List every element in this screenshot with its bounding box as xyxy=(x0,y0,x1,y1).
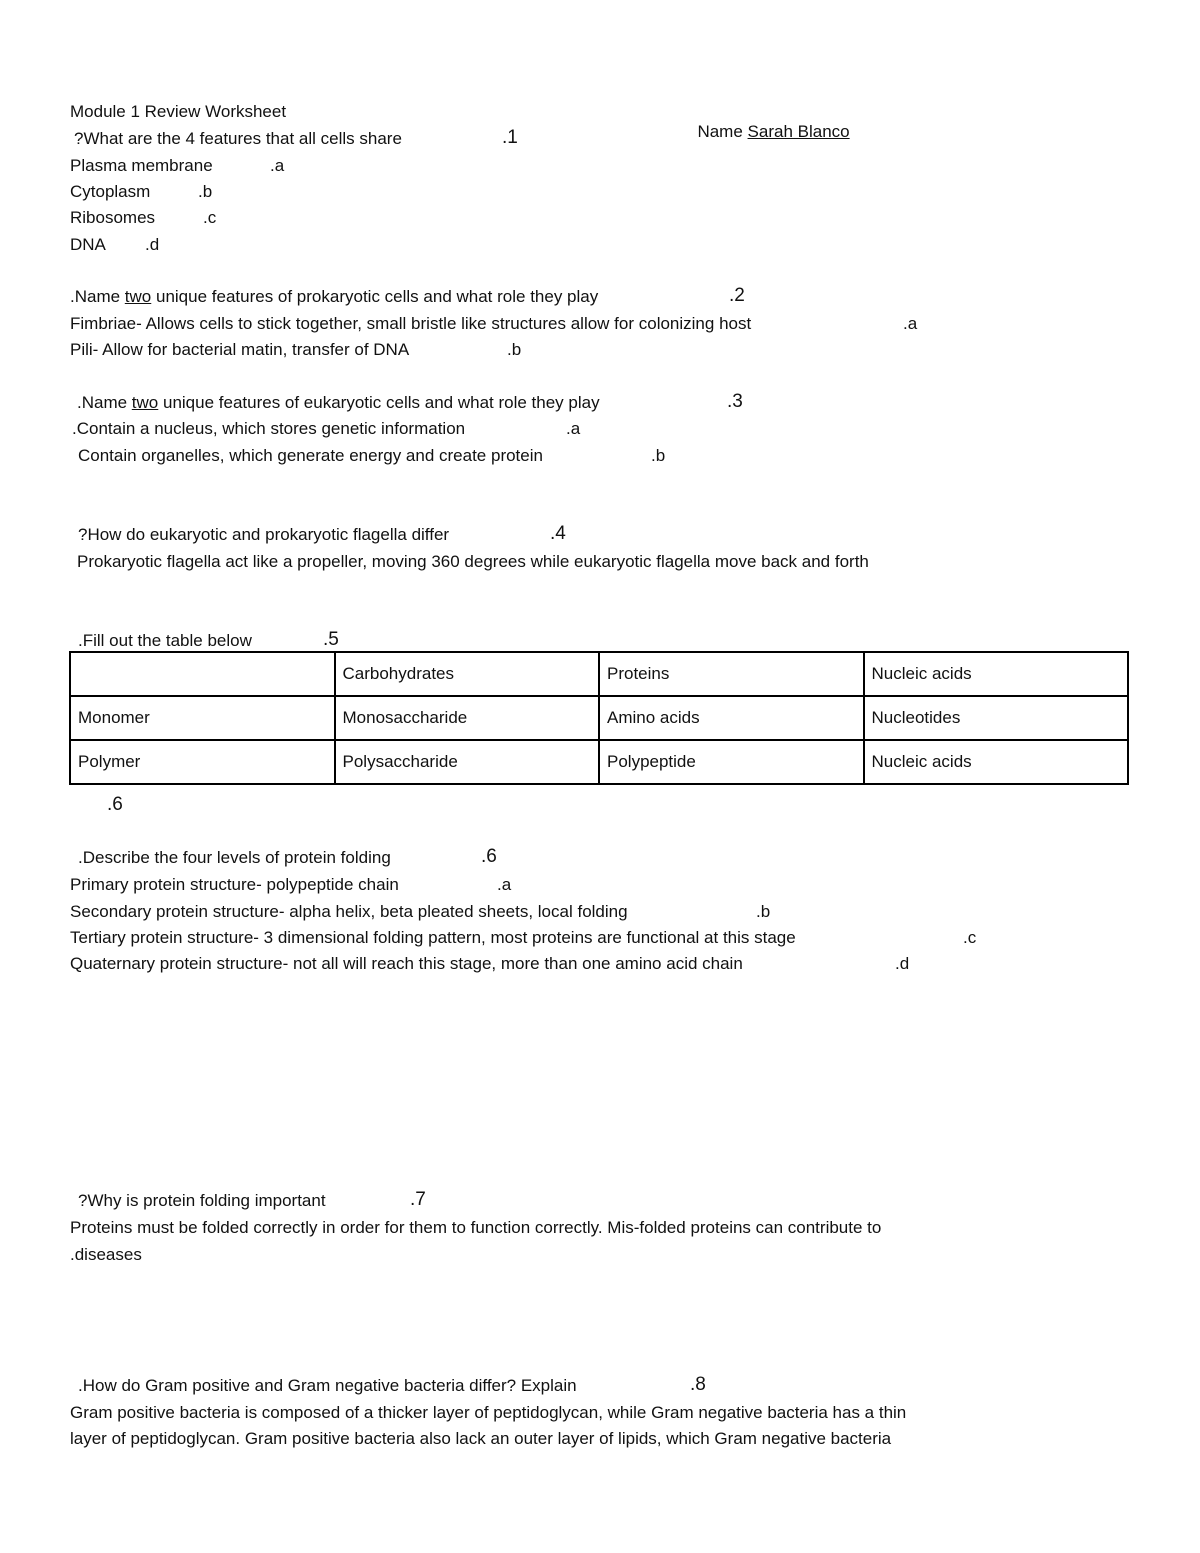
name-label: Name xyxy=(697,122,743,141)
q2-answer-b: Pili- Allow for bacterial matin, transfer of DNA xyxy=(70,340,410,359)
q2-answer-a: Fimbriae- Allows cells to stick together, small bristle like structures allow for colonizing host xyxy=(70,314,752,333)
q6-letter-d: .d xyxy=(895,954,910,973)
q6-letter-b: .b xyxy=(756,902,771,921)
q2-letter-b: .b xyxy=(507,340,522,359)
q1-letter-a: .a xyxy=(270,156,285,175)
q3-question-post: unique features of eukaryotic cells and what role they play xyxy=(158,393,600,412)
q6-letter-c: .c xyxy=(963,928,977,947)
q6-number: .6 xyxy=(481,846,497,867)
q3-letter-b: .b xyxy=(651,446,666,465)
table-row xyxy=(70,740,1128,784)
q1-number: .1 xyxy=(502,127,518,148)
student-name: Sarah Blanco xyxy=(747,122,850,141)
q5-question: .Fill out the table below xyxy=(78,631,252,650)
q1-letter-c: .c xyxy=(203,208,217,227)
q6-answer-b: Secondary protein structure- alpha helix, beta pleated sheets, local folding xyxy=(70,902,628,921)
q8-answer-line2: layer of peptidoglycan. Gram positive bacteria also lack an outer layer of lipids, which Gram negative bacteria xyxy=(70,1429,892,1448)
q2-question-underlined: two xyxy=(124,287,152,306)
q6-answer-a: Primary protein structure- polypeptide chain xyxy=(70,875,399,894)
table-cell: Amino acids xyxy=(599,696,864,740)
q2-question xyxy=(70,287,598,307)
q6-answer-c: Tertiary protein structure- 3 dimensional folding pattern, most proteins are functional at this stage xyxy=(70,928,796,947)
table-cell: Nucleotides xyxy=(864,696,1129,740)
q3-answer-a: .Contain a nucleus, which stores genetic information xyxy=(72,419,466,438)
table-cell xyxy=(70,652,335,696)
table-cell: Carbohydrates xyxy=(335,652,600,696)
q2-question-post: unique features of prokaryotic cells and what role they play xyxy=(151,287,599,306)
table-cell: Polymer xyxy=(70,740,335,784)
q7-answer-line1: Proteins must be folded correctly in order for them to function correctly. Mis-folded proteins can contribute to xyxy=(70,1218,882,1237)
q8-question: .How do Gram positive and Gram negative bacteria differ? Explain xyxy=(78,1376,577,1395)
q1-letter-b: .b xyxy=(198,182,213,201)
name-field xyxy=(688,102,850,142)
q5-number: .5 xyxy=(323,629,339,650)
q3-question xyxy=(77,393,600,413)
table-header-row xyxy=(70,652,1128,696)
q4-question: ?How do eukaryotic and prokaryotic flagella differ xyxy=(78,525,450,544)
q3-letter-a: .a xyxy=(566,419,581,438)
table-cell: Nucleic acids xyxy=(864,740,1129,784)
macromolecule-table xyxy=(69,651,1129,785)
q2-question-pre: .Name xyxy=(70,287,125,306)
q1-answer-b: Cytoplasm xyxy=(70,182,151,201)
table-cell: Monosaccharide xyxy=(335,696,600,740)
q3-question-pre: .Name xyxy=(77,393,132,412)
q7-answer-line2: .diseases xyxy=(70,1245,142,1264)
table-cell: Polypeptide xyxy=(599,740,864,784)
q1-letter-d: .d xyxy=(145,235,160,254)
table-cell: Proteins xyxy=(599,652,864,696)
q8-number: .8 xyxy=(690,1374,706,1395)
q4-answer: Prokaryotic flagella act like a propeller, moving 360 degrees while eukaryotic flagella move back and forth xyxy=(77,552,869,571)
q4-number: .4 xyxy=(550,523,566,544)
q6-letter-a: .a xyxy=(497,875,512,894)
q8-answer-line1: Gram positive bacteria is composed of a thicker layer of peptidoglycan, while Gram negative bacteria has a thin xyxy=(70,1403,907,1422)
q6-question: .Describe the four levels of protein folding xyxy=(78,848,391,867)
q3-question-underlined: two xyxy=(131,393,159,412)
q1-question: ?What are the 4 features that all cells share xyxy=(74,129,402,148)
table-row xyxy=(70,696,1128,740)
q2-number: .2 xyxy=(729,285,745,306)
q3-answer-b: Contain organelles, which generate energy and create protein xyxy=(78,446,543,465)
q7-question: ?Why is protein folding important xyxy=(78,1191,326,1210)
q7-number: .7 xyxy=(410,1189,426,1210)
stray-number: .6 xyxy=(107,794,123,815)
table-cell: Monomer xyxy=(70,696,335,740)
worksheet-title: Module 1 Review Worksheet xyxy=(70,102,287,121)
q1-answer-c: Ribosomes xyxy=(70,208,156,227)
q6-answer-d: Quaternary protein structure- not all will reach this stage, more than one amino acid chain xyxy=(70,954,743,973)
table-cell: Nucleic acids xyxy=(864,652,1129,696)
q1-answer-a: Plasma membrane xyxy=(70,156,213,175)
table-cell: Polysaccharide xyxy=(335,740,600,784)
q3-number: .3 xyxy=(727,391,743,412)
q1-answer-d: DNA xyxy=(70,235,106,254)
q2-letter-a: .a xyxy=(903,314,918,333)
